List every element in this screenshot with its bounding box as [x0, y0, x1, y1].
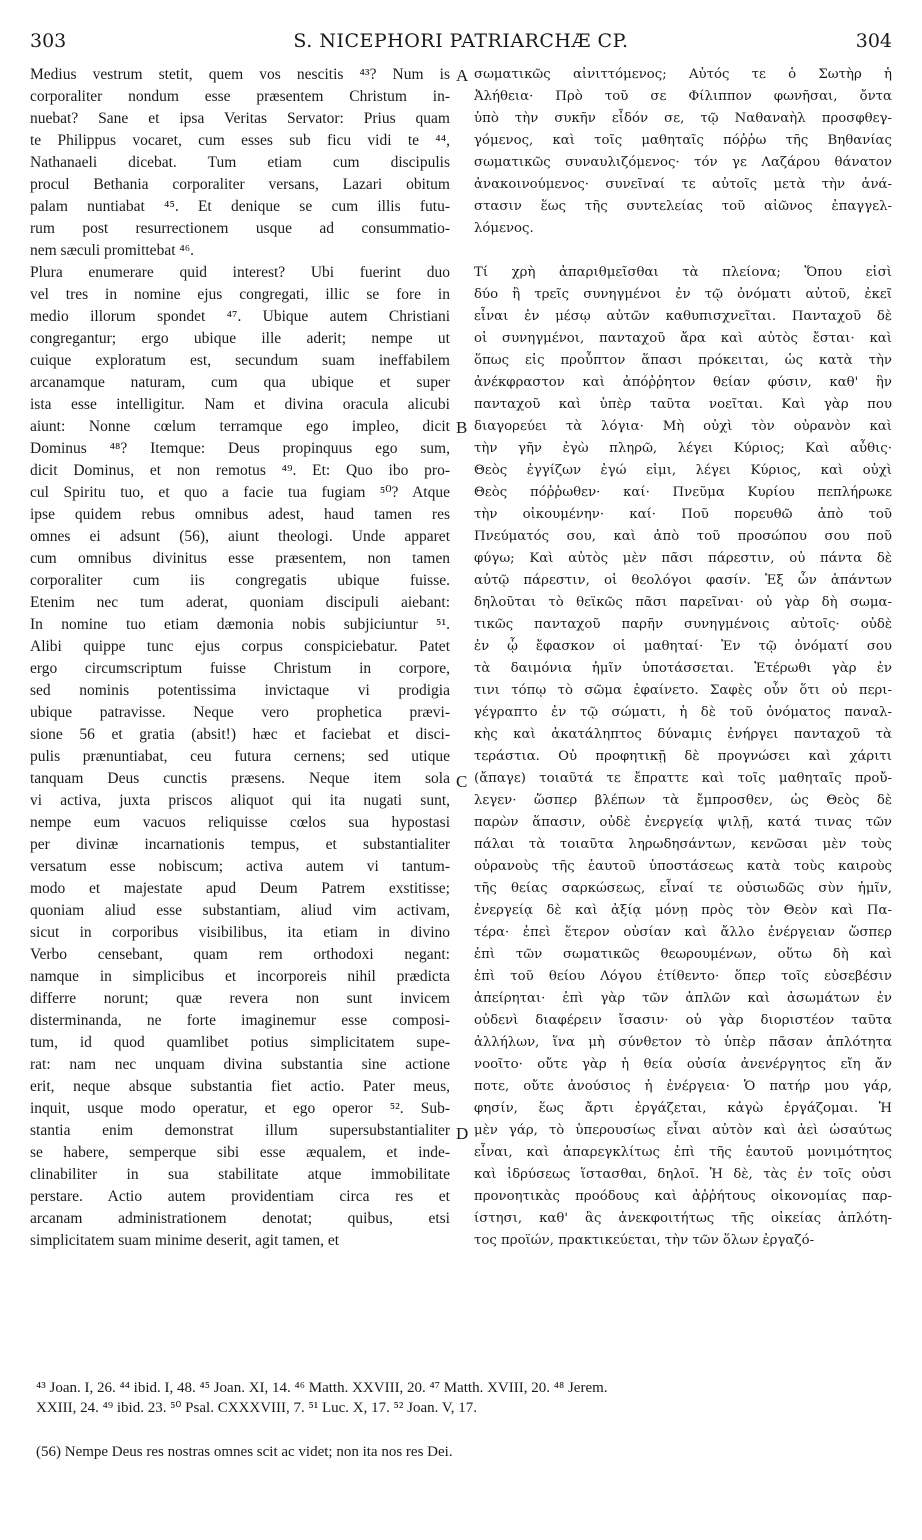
text-line: Etenim nec tum aderat, quoniam discipuli aiebant:: [30, 594, 450, 611]
text-line: nem sæculi promittebat ⁴⁶.: [30, 242, 195, 259]
editor-note-56: (56) Nempe Deus res nostras omnes scit ac videt; non ita nos res Dei.: [36, 1444, 453, 1460]
text-line: ubique patravisse. Neque vero prophetica prævi-: [30, 704, 450, 721]
text-line: καὶ ἱδρύσεως ἵστασθαι, δηλοῖ. Ἡ δὲ, τὰς ἐν τοῖς οὐσι: [474, 1167, 892, 1182]
text-line: σωματικῶς συναυλιζόμενος· τόν γε Λαζάρου θάνατον: [474, 155, 892, 170]
text-line: omnes ei adsunt (56), aiunt theologi. Unde apparet: [30, 528, 450, 545]
text-line: φησίν, ἕως ἄρτι ἐργάζεται, κἀγὼ ἐργάζομαι. Ἡ: [474, 1101, 892, 1116]
text-line: γόμενος, καὶ τοῖς μαθηταῖς πόῤῥω τῆς Βηθανίας: [474, 133, 892, 148]
text-line: versatum esse nobiscum; activa autem vi tantum-: [30, 858, 450, 875]
text-line: sed nominis potentissima invictaque vi prodigia: [30, 682, 450, 699]
text-line: κὴς καὶ ἀκατάληπτος δύναμις ἐνήργει πανταχοῦ τὰ: [474, 727, 892, 742]
text-line: τῆς θείας σαρκώσεως, εἶναί τε οὐσιωδῶς σὺν ἡμῖν,: [474, 881, 892, 896]
text-line: λεγεν· ὥσπερ βλέπων τὰ ἔμπροσθεν, ὡς Θεὸς δὲ: [474, 793, 892, 808]
text-line: rat: nam nec unquam divina substantia sine actione: [30, 1056, 450, 1073]
text-line: πάλαι τὰ τοιαῦτα ληρωδησάντων, κενῶσαι μὲν τοὺς: [474, 837, 892, 852]
text-line: τὰ δαιμόνια ἡμῖν ὑποτάσσεται. Ἑτέρωθι γὰρ ἐν: [474, 661, 892, 676]
text-line: τικῶς πανταχοῦ παρῆν συνηγμένοις αὐτοῖς· οὐδὲ: [474, 617, 892, 632]
footnotes: [36, 1378, 894, 1418]
text-line: Ἀλήθεια· Πρὸ τοῦ σε Φίλιππον φωνῆσαι, ὄντα: [474, 89, 892, 104]
text-line: Medius vestrum stetit, quem vos nescitis ⁴³? Num is: [30, 66, 450, 83]
text-line: οἱ συνηγμένοι, πανταχοῦ ἄρα καὶ αὐτὸς ἔσται· καὶ: [474, 331, 892, 346]
footnote-line-2: XXIII, 24. ⁴⁹ ibid. 23. ⁵⁰ Psal. CXXXVIII, 7. ⁵¹ Luc. X, 17. ⁵² Joan. V, 17.: [36, 1400, 477, 1416]
text-line: sicut in corporibus visibilibus, ita etiam in divino: [30, 924, 450, 941]
section-marker-c: C: [456, 772, 468, 791]
text-line: aiunt: Nonne cœlum terramque ego impleo, dicit: [30, 418, 450, 435]
text-line: Verbo censebant, quam rem orthodoxi negant:: [30, 946, 450, 963]
text-line: Τί χρὴ ἀπαριθμεῖσθαι τὰ πλείονα; Ὅπου εἰσὶ: [474, 265, 892, 280]
text-line: quoniam aliud esse substantiam, aliud vim activam,: [30, 902, 450, 919]
text-line: arcanamque naturam, cum qua ubique et super: [30, 374, 450, 391]
text-line: [474, 240, 892, 262]
page-number-left: 303: [30, 30, 67, 52]
text-line: Θεὸς πόῤῥωθεν· καί· Πνεῦμα Κυρίου πεπλήρωκε: [474, 485, 892, 500]
text-line: cul Spiritu tuo, et quo a facie tua fugiam ⁵⁰? Atque: [30, 484, 450, 501]
text-line: ἀλλήλων, ἵνα μὴ σύνθετον τὸ ὑπὲρ πᾶσαν ἁπλότητα: [474, 1035, 892, 1050]
text-line: stantia enim demonstrat illum supersubstantialiter: [30, 1122, 450, 1139]
text-line: ista esse intelligitur. Nam et divina oracula alicubi: [30, 396, 450, 413]
text-line: rum post resurrectionem usque ad consummatio-: [30, 220, 450, 237]
section-marker-a: A: [456, 66, 469, 85]
text-line: οὐδενὶ διαφέρειν ἴσασιν· οὐ γὰρ διοριστέον ταῦτα: [474, 1013, 892, 1028]
text-line: simplicitatem suam minime deserit, agit tamen, et: [30, 1232, 340, 1249]
text-line: procul Bethania corporaliter versans, Lazari obitum: [30, 176, 450, 193]
text-line: arcanam administrationem denotat; quibus, etsi: [30, 1210, 450, 1227]
text-line: ergo circumscriptum fuisse Christum in corpore,: [30, 660, 450, 677]
text-line: Plura enumerare quid interest? Ubi fuerint duo: [30, 264, 450, 281]
text-line: ipse quidem rebus omnibus adest, haud tamen res: [30, 506, 450, 523]
text-line: dicit Dominus, et non remotus ⁴⁹. Et: Quo ibo pro-: [30, 462, 450, 479]
text-line: Θεὸς ἐγγίζων ἐγώ εἰμι, λέγει Κύριος, καὶ οὐχὶ: [474, 463, 892, 478]
running-title: S. NICEPHORI PATRIARCHÆ CP.: [293, 30, 629, 52]
text-line: sione 56 et gratia (absit!) hæc et faciebat et disci-: [30, 726, 450, 743]
text-line: παρὼν ἅπασιν, οὐδὲ ἐνεργείᾳ ψιλῇ, κατά τινας τῶν: [474, 815, 892, 830]
text-line: corporaliter cum iis congregatis ubique fuisse.: [30, 572, 450, 589]
text-line: τινι τόπῳ τὸ σῶμα ἐφαίνετο. Σαφὲς οὖν ὅτι οὐ περι-: [474, 683, 892, 698]
text-line: congregantur; ergo ubique ille aderit; nempe ut: [30, 330, 450, 347]
page-number-right: 304: [855, 30, 892, 52]
text-line: Nathanaeli dicebat. Tum etiam cum discipulis: [30, 154, 450, 171]
text-line: ἐπὶ τῶν σωματικῶς θεωρουμένων, οὕτω δὴ καὶ: [474, 947, 892, 962]
text-line: στασιν ἕως τῆς συντελείας τοῦ αἰῶνος ἐπαγγελ-: [474, 199, 892, 214]
text-line: δύο ἢ τρεῖς συνηγμένοι ἐν τῷ ὀνόματι αὐτοῦ, ἐκεῖ: [474, 287, 892, 302]
text-line: clinabiliter in sua stabilitate atque immobilitate: [30, 1166, 450, 1183]
running-header: [30, 30, 892, 60]
text-line: In nomine tuo etiam dæmonia nobis subjiciuntur ⁵¹.: [30, 616, 450, 633]
text-line: ίστησι, καθ' ἃς ἀνεκφοιτήτως τῆς οἰκείας ἁπλότη-: [474, 1211, 892, 1226]
text-line: erit, neque absque substantia fiet actio. Pater meus,: [30, 1078, 450, 1095]
text-line: προνοητικὰς προόδους καὶ ἀῤῥήτους οἰκονομίας παρ-: [474, 1189, 892, 1204]
latin-column: [30, 64, 450, 1252]
text-line: te Philippus vocaret, cum esses sub ficu vidi te ⁴⁴,: [30, 132, 450, 149]
text-line: σωματικῶς αἰνιττόμενος; Αὐτός τε ὁ Σωτὴρ ἡ: [474, 67, 892, 82]
text-line: palam nuntiabat ⁴⁵. Et denique se cum illis futu-: [30, 198, 450, 215]
text-line: μὲν γάρ, τὸ ὑπερουσίως εἶναι αὐτὸν καὶ ἀεὶ ὡσαύτως: [474, 1123, 892, 1138]
section-marker-b: B: [456, 418, 468, 437]
text-line: Dominus ⁴⁸? Itemque: Deus propinquus ego sum,: [30, 440, 450, 457]
text-line: (ἄπαγε) τοιαῦτά τε ἔπραττε καὶ τοῖς μαθηταῖς προὔ-: [474, 771, 892, 786]
text-line: vel tres in nomine ejus congregati, illic se fore in: [30, 286, 450, 303]
text-line: per divinæ incarnationis tempus, et substantialiter: [30, 836, 450, 853]
greek-column: [474, 64, 892, 1252]
text-line: φύγω; Καὶ αὐτὸς μὲν πᾶσι πάρεστιν, οὐ πάντα δὲ: [474, 551, 892, 566]
text-line: ἐνεργείᾳ δὲ καὶ ἀξίᾳ μόνῃ πρὸς τὸν Θεὸν καὶ Πα-: [474, 903, 892, 918]
text-line: γέγραπτο ἐν τῷ σώματι, ἡ δὲ τοῦ ὀνόματος παναλ-: [474, 705, 892, 720]
text-line: διαγορεύει τὰ λόγια· Μὴ οὐχὶ τὸν οὐρανὸν καὶ: [474, 419, 892, 434]
text-line: cuique exploratum est, secundum suam ineffabilem: [30, 352, 450, 369]
text-line: τέρα· ἐπεὶ ἕτερον οὐσίαν καὶ ἄλλο ἐνέργειαν ὥσπερ: [474, 925, 892, 940]
text-line: Alibi quippe tunc ejus corpus conspiciebatur. Patet: [30, 638, 450, 655]
text-line: νοοῖτο· οὔτε γὰρ ἡ θεία οὐσία ἀνενέργητος εἴη ἄν: [474, 1057, 892, 1072]
text-line: inquit, usque modo operatur, et ego operor ⁵². Sub-: [30, 1100, 450, 1117]
text-line: δηλοῦται τὸ θεϊκῶς πᾶσι παρεῖναι· οὐ γὰρ δὴ σωμα-: [474, 595, 892, 610]
text-line: tanquam Deus cunctis præsens. Neque item sola: [30, 770, 450, 787]
text-line: ὑπὸ τὴν συκῆν εἶδόν σε, τῷ Ναθαναὴλ προσφθεγ-: [474, 111, 892, 126]
text-line: ποτε, οὔτε ἀνούσιος ἡ ἐνέργεια· Ὁ πατήρ μου γάρ,: [474, 1079, 892, 1094]
text-line: Πνεύματός σου, καὶ ἀπὸ τοῦ προσώπου σου ποῦ: [474, 529, 892, 544]
text-line: ἀπείρηται· ἐπὶ γὰρ τῶν ἁπλῶν καὶ ἀσωμάτων ἐν: [474, 991, 892, 1006]
text-line: tum, id quod quamlibet potius simplicitatem supe-: [30, 1034, 450, 1051]
text-line: τος προϊών, πρακτικεύεται, τὴν τῶν ὅλων ἐργαζό-: [474, 1233, 815, 1248]
text-line: disterminanda, ne forte imaginemur esse composi-: [30, 1012, 450, 1029]
text-line: corporaliter nondum esse præsentem Christum in-: [30, 88, 450, 105]
text-line: medio illorum spondet ⁴⁷. Ubique autem Christiani: [30, 308, 450, 325]
text-line: λόμενος.: [474, 221, 534, 236]
text-line: τὴν γῆν ἐγὼ πληρῶ, λέγει Κύριος; Καὶ αὖθις·: [474, 441, 892, 456]
text-line: se habere, semperque sibi esse æqualem, et inde-: [30, 1144, 450, 1161]
text-line: αὐτῷ πάρεστιν, οἱ θεολόγοι φασίν. Ἐξ ὧν ἁπάντων: [474, 573, 892, 588]
text-line: ἐν ᾧ ἔφασκον οἱ μαθηταί· Ἐν τῷ ὀνόματί σου: [474, 639, 892, 654]
footnote-line-1: ⁴³ Joan. I, 26. ⁴⁴ ibid. I, 48. ⁴⁵ Joan. XI, 14. ⁴⁶ Matth. XXVIII, 20. ⁴⁷ Matth. XVIII, 20. ⁴⁸ Jerem.: [36, 1380, 608, 1396]
text-line: cum omnibus divinitus esse præsentem, non tamen: [30, 550, 450, 567]
text-line: modo et majestate apud Deum Patrem exstitisse;: [30, 880, 450, 897]
text-line: differre norunt; quæ revera non sunt invicem: [30, 990, 450, 1007]
text-line: vi activa, juxta priscos aliquot qui ita nugati sunt,: [30, 792, 450, 809]
text-line: nuebat? Sane et ipsa Veritas Servator: Prius quam: [30, 110, 450, 127]
text-line: τὴν οἰκουμένην· καί· Ποῦ πορευθῶ ἀπὸ τοῦ: [474, 507, 892, 522]
text-line: οὐρανοὺς τῆς ἑαυτοῦ ὑποστάσεως κατὰ τοὺς καιροὺς: [474, 859, 892, 874]
text-line: ὅπως εἰς προὖπτον ἅπασι πρόκειται, ὡς κατὰ τὴν: [474, 353, 892, 368]
text-line: ἀνακοινούμενος· συνεῖναί τε αὐτοῖς μετὰ τὴν ἀνά-: [474, 177, 892, 192]
text-line: τεράστια. Οὐ προφητικῇ δὲ προγνώσει καὶ χάριτι: [474, 749, 892, 764]
text-line: εἶναι, καὶ ἀπαρεγκλίτως ἐπὶ τῆς ἑαυτοῦ μονιμότητος: [474, 1145, 892, 1160]
text-line: perstare. Actio autem providentiam circa res et: [30, 1188, 450, 1205]
section-marker-d: D: [456, 1124, 469, 1143]
text-line: pulis prænuntiabat, ceu futura cernens; sed utique: [30, 748, 450, 765]
text-line: ἀνέκφραστον καὶ ἀπόῤῥητον θείαν φύσιν, καθ' ἣν: [474, 375, 892, 390]
text-line: εἶναι ἐν μέσῳ αὐτῶν καθυπισχνεῖται. Πανταχοῦ δὲ: [474, 309, 892, 324]
text-line: ἐπὶ τοῦ θείου Λόγου ἐτίθεντο· ὅπερ τοῖς εὐσεβέσιν: [474, 969, 892, 984]
text-line: nempe eum vacuos reliquisse cœlos sua hypostasi: [30, 814, 450, 831]
text-line: namque in simplicibus et incorporeis nihil prædicta: [30, 968, 450, 985]
text-line: πανταχοῦ καὶ ὑπὲρ ταῦτα νοεῖται. Καὶ γὰρ που: [474, 397, 892, 412]
